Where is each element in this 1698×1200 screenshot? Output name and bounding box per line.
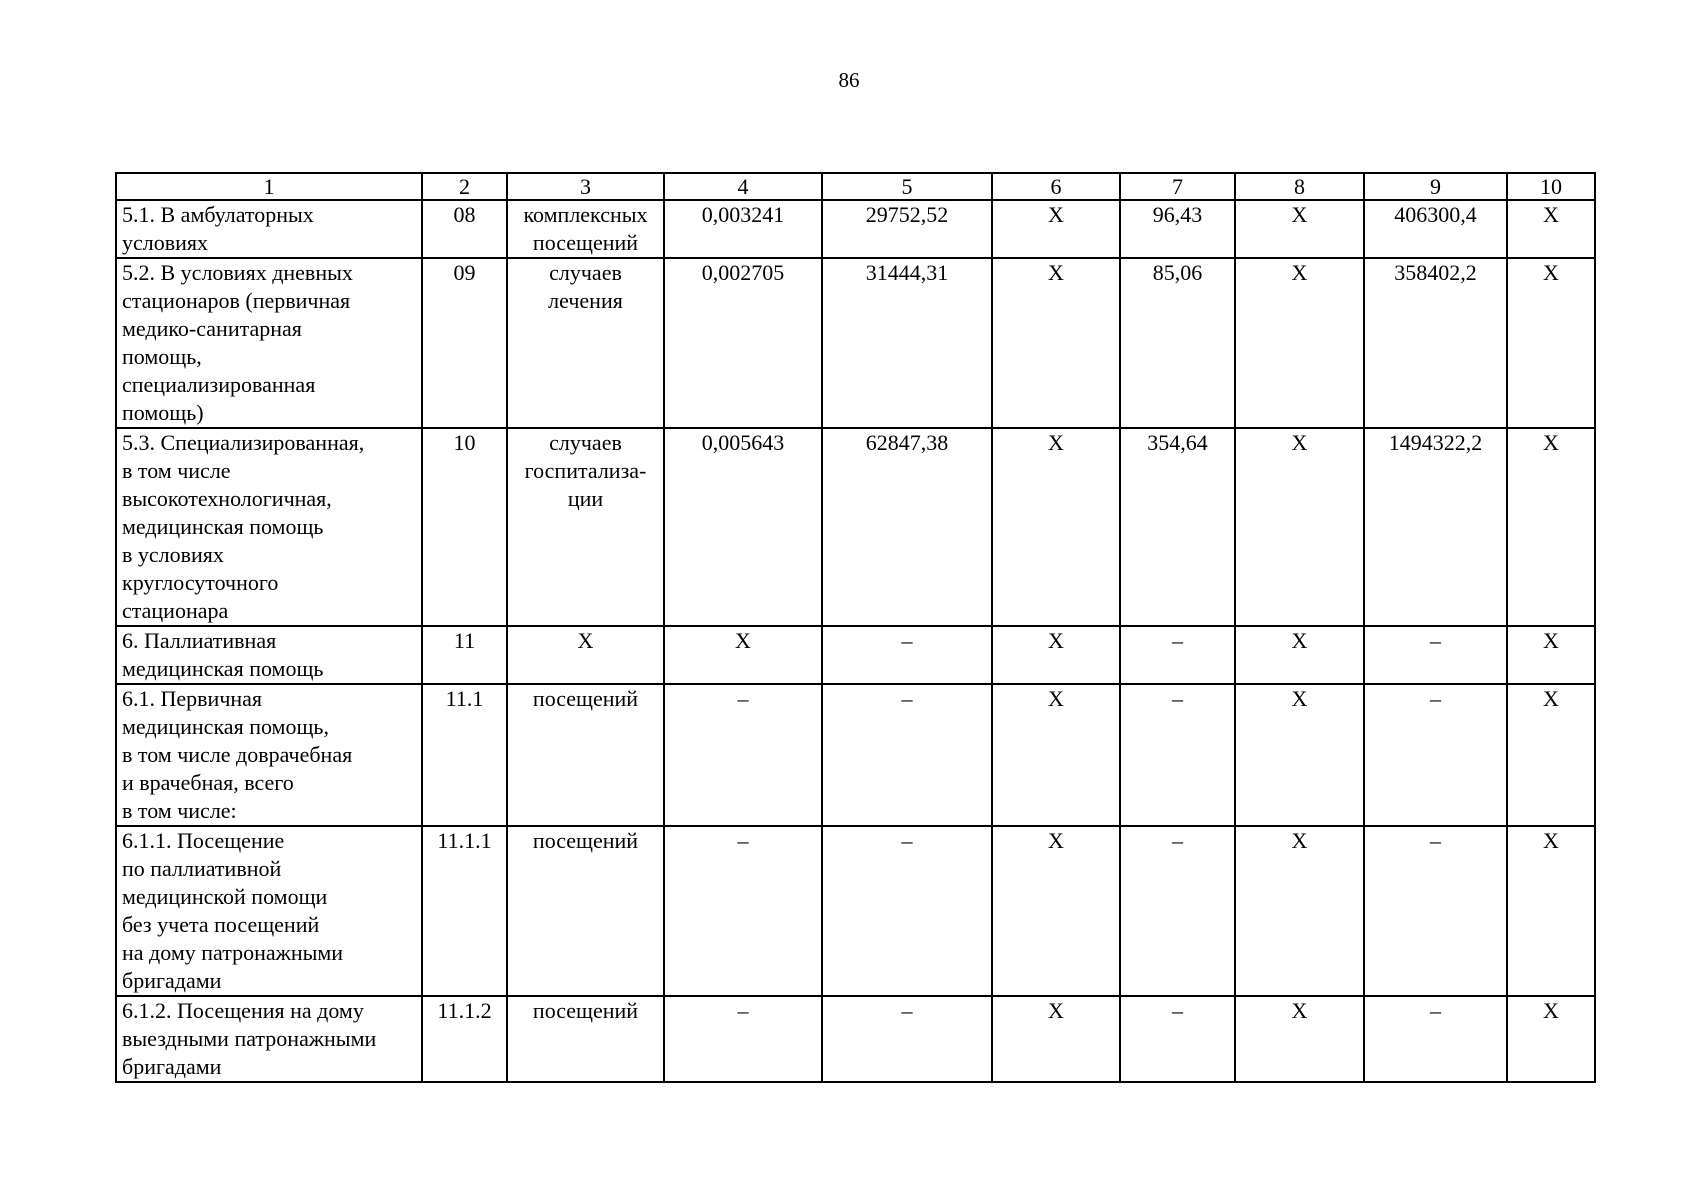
row-name-cell: 5.1. В амбулаторных условиях	[116, 200, 422, 258]
unit-cell: случаев госпитализа- ции	[507, 428, 664, 626]
value-cell: 62847,38	[822, 428, 992, 626]
row-code-cell: 11	[422, 626, 507, 684]
value-cell: –	[1364, 684, 1507, 826]
unit-cell: посещений	[507, 826, 664, 996]
value-cell: –	[1364, 626, 1507, 684]
page-number: 86	[838, 68, 860, 92]
value-cell: Х	[992, 826, 1120, 996]
value-cell: 0,005643	[664, 428, 822, 626]
row-code-cell: 10	[422, 428, 507, 626]
row-name-cell: 6.1.2. Посещения на дому выездными патронажными бригадами	[116, 996, 422, 1082]
table-header-row	[116, 173, 1595, 200]
row-code-cell: 09	[422, 258, 507, 428]
value-cell: –	[1120, 996, 1235, 1082]
value-cell: –	[664, 826, 822, 996]
value-cell: Х	[1507, 200, 1595, 258]
value-cell: Х	[1507, 626, 1595, 684]
column-number: 6	[992, 173, 1120, 200]
value-cell: 358402,2	[1364, 258, 1507, 428]
value-cell: –	[1364, 826, 1507, 996]
value-cell: –	[822, 826, 992, 996]
row-name-cell: 6.1. Первичная медицинская помощь, в том числе доврачебная и врачебная, всего в том числе:	[116, 684, 422, 826]
table-row	[116, 996, 1595, 1082]
row-code-cell: 08	[422, 200, 507, 258]
value-cell: Х	[992, 200, 1120, 258]
value-cell: 354,64	[1120, 428, 1235, 626]
value-cell: Х	[1507, 258, 1595, 428]
value-cell: –	[1120, 626, 1235, 684]
value-cell: 0,003241	[664, 200, 822, 258]
row-code-cell: 11.1.2	[422, 996, 507, 1082]
value-cell: 96,43	[1120, 200, 1235, 258]
column-number: 8	[1235, 173, 1364, 200]
value-cell: Х	[992, 258, 1120, 428]
value-cell: 1494322,2	[1364, 428, 1507, 626]
unit-cell: случаев лечения	[507, 258, 664, 428]
value-cell: 406300,4	[1364, 200, 1507, 258]
value-cell: –	[664, 684, 822, 826]
table-row	[116, 428, 1595, 626]
value-cell: Х	[1507, 826, 1595, 996]
value-cell: Х	[1235, 428, 1364, 626]
value-cell: –	[664, 996, 822, 1082]
value-cell: –	[1364, 996, 1507, 1082]
value-cell: –	[822, 684, 992, 826]
row-name-cell: 6. Паллиативная медицинская помощь	[116, 626, 422, 684]
column-number: 2	[422, 173, 507, 200]
value-cell: Х	[1507, 428, 1595, 626]
row-name-cell: 5.2. В условиях дневных стационаров (первичная медико-санитарная помощь, специализированная помощь)	[116, 258, 422, 428]
data-table	[115, 172, 1596, 1083]
value-cell: Х	[1235, 684, 1364, 826]
column-number: 4	[664, 173, 822, 200]
column-number: 7	[1120, 173, 1235, 200]
table-row	[116, 826, 1595, 996]
value-cell: –	[1120, 826, 1235, 996]
row-name-cell: 6.1.1. Посещение по паллиативной медицинской помощи без учета посещений на дому патронажными бригадами	[116, 826, 422, 996]
column-number: 3	[507, 173, 664, 200]
value-cell: 29752,52	[822, 200, 992, 258]
column-number: 9	[1364, 173, 1507, 200]
value-cell: 85,06	[1120, 258, 1235, 428]
value-cell: Х	[664, 626, 822, 684]
value-cell: Х	[1235, 826, 1364, 996]
table-row	[116, 626, 1595, 684]
value-cell: Х	[1507, 684, 1595, 826]
unit-cell: Х	[507, 626, 664, 684]
value-cell: –	[1120, 684, 1235, 826]
unit-cell: посещений	[507, 684, 664, 826]
value-cell: Х	[1235, 258, 1364, 428]
table-row	[116, 258, 1595, 428]
value-cell: Х	[992, 996, 1120, 1082]
value-cell: –	[822, 626, 992, 684]
table-row	[116, 684, 1595, 826]
column-number: 5	[822, 173, 992, 200]
unit-cell: комплексных посещений	[507, 200, 664, 258]
column-number: 1	[116, 173, 422, 200]
value-cell: Х	[1235, 626, 1364, 684]
unit-cell: посещений	[507, 996, 664, 1082]
table-row	[116, 200, 1595, 258]
value-cell: Х	[1507, 996, 1595, 1082]
value-cell: 31444,31	[822, 258, 992, 428]
row-name-cell: 5.3. Специализированная, в том числе высокотехнологичная, медицинская помощь в условиях круглосуточного стационара	[116, 428, 422, 626]
value-cell: Х	[1235, 996, 1364, 1082]
value-cell: Х	[1235, 200, 1364, 258]
row-code-cell: 11.1	[422, 684, 507, 826]
column-number: 10	[1507, 173, 1595, 200]
value-cell: –	[822, 996, 992, 1082]
row-code-cell: 11.1.1	[422, 826, 507, 996]
value-cell: Х	[992, 626, 1120, 684]
value-cell: Х	[992, 684, 1120, 826]
value-cell: 0,002705	[664, 258, 822, 428]
value-cell: Х	[992, 428, 1120, 626]
